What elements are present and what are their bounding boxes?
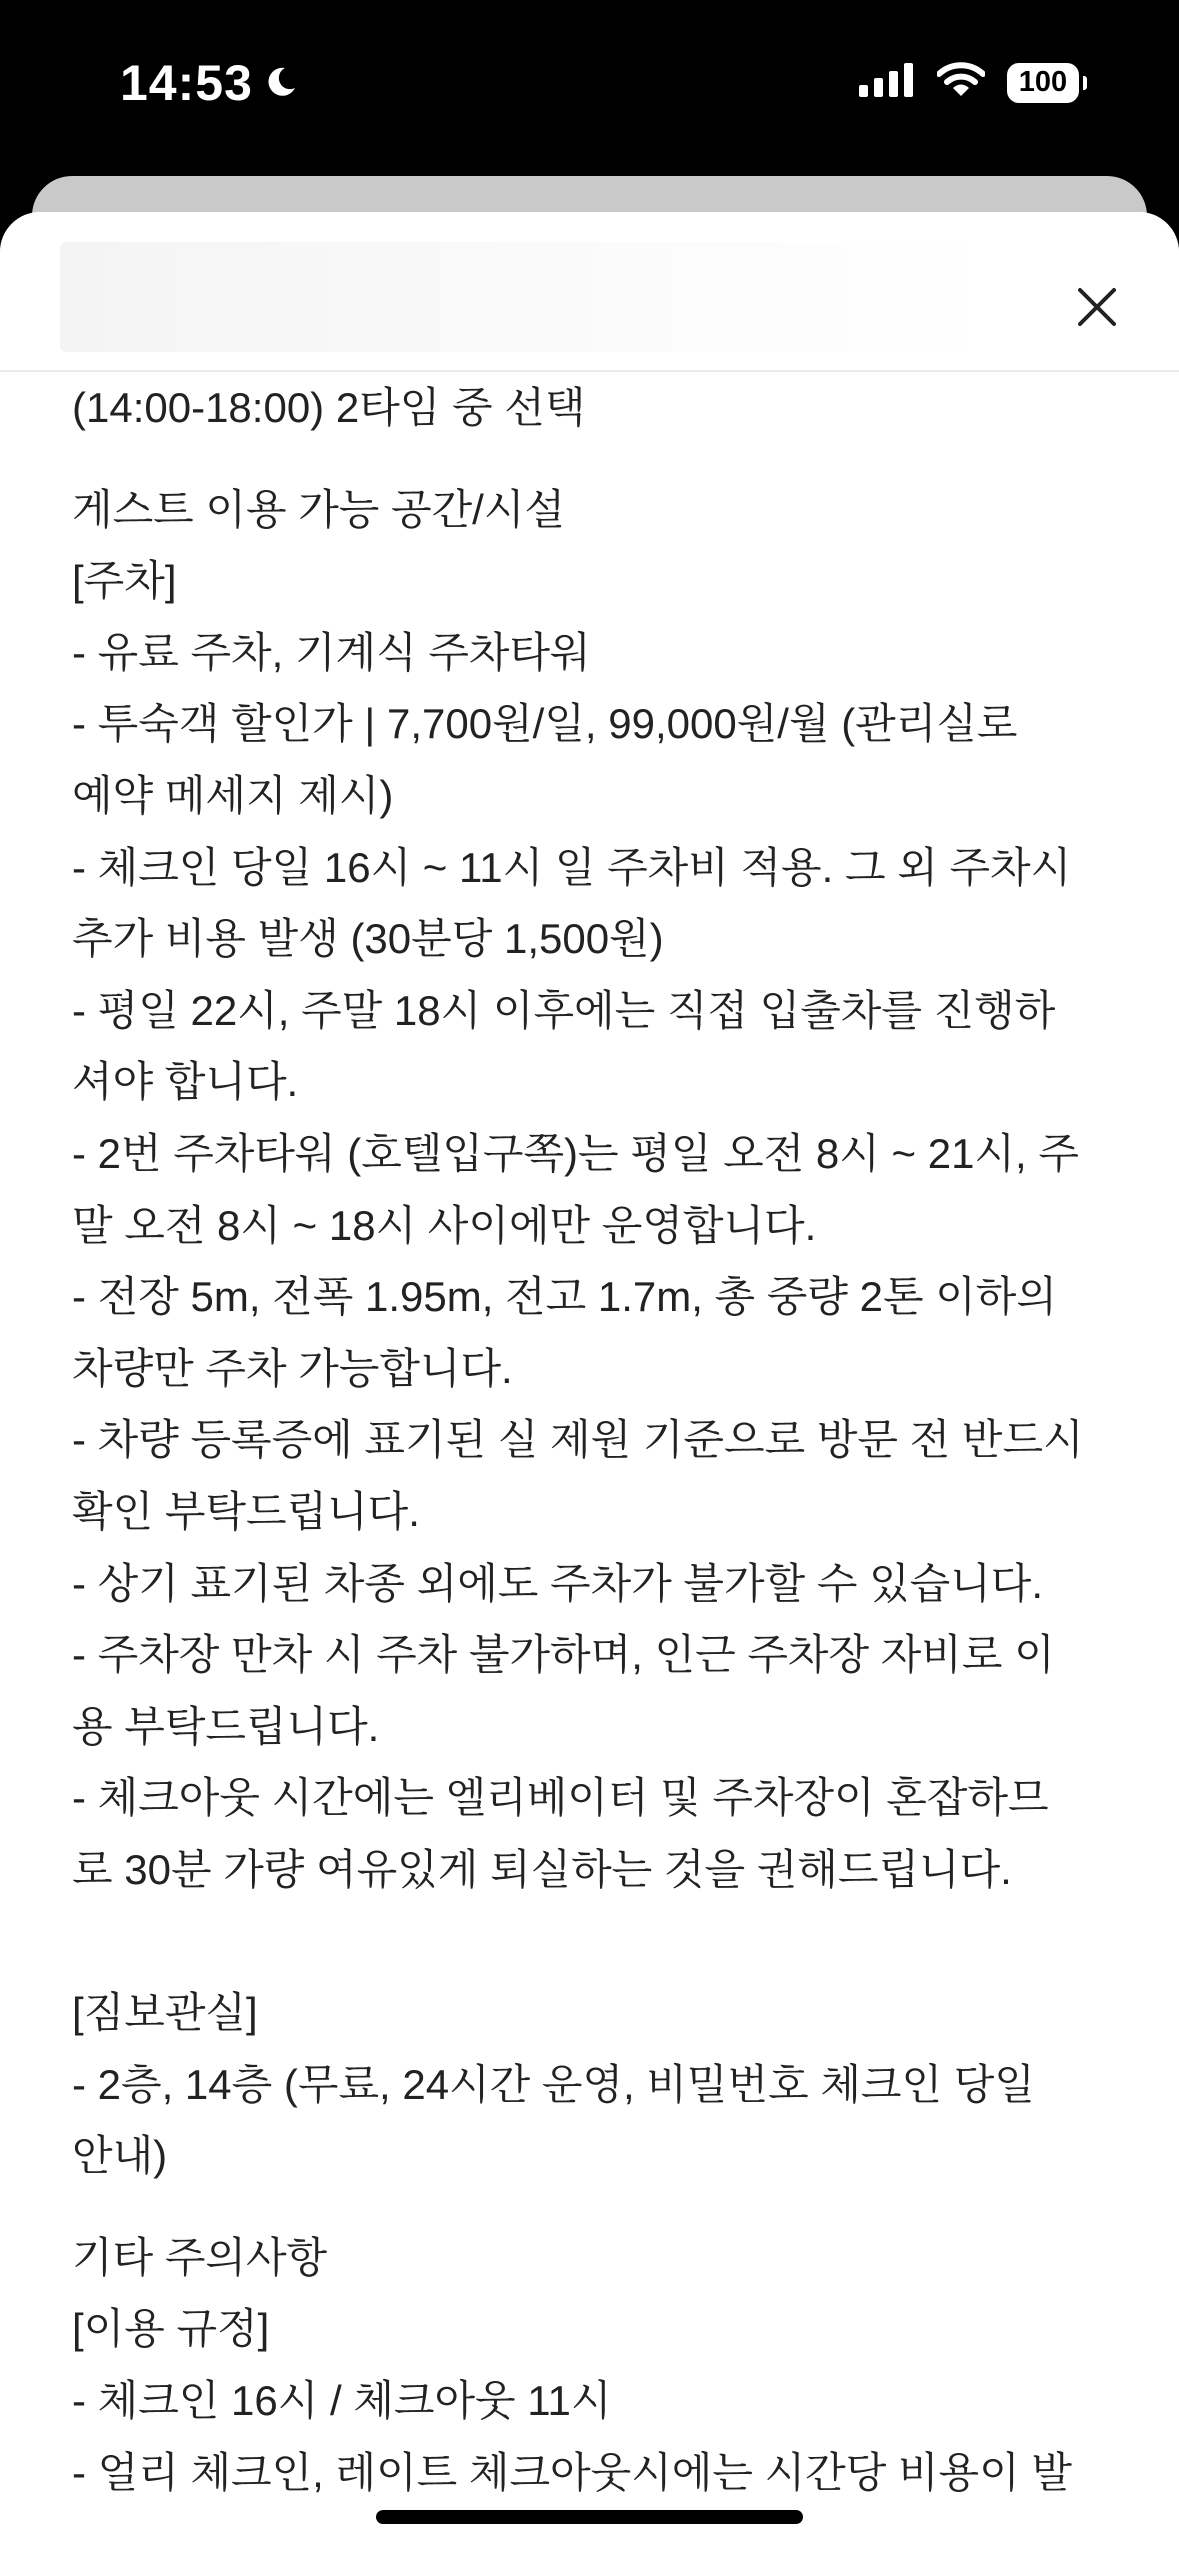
text-line: - 차량 등록증에 표기된 실 제원 기준으로 방문 전 반드시 <box>72 1416 1084 1464</box>
text-line: - 평일 22시, 주말 18시 이후에는 직접 입출차를 진행하 <box>72 986 1056 1034</box>
status-time: 14:53 <box>120 55 253 111</box>
subsection-title-luggage-room: [짐보관실] <box>72 1989 258 2037</box>
text-line: - 체크인 당일 16시 ~ 11시 일 주차비 적용. 그 외 주차시 <box>72 843 1072 891</box>
text-line: 확인 부탁드립니다. <box>72 1487 420 1535</box>
text-line: - 2번 주차타워 (호텔입구쪽)는 평일 오전 8시 ~ 21시, 주 <box>72 1129 1079 1177</box>
wifi-icon <box>937 62 985 103</box>
text-line: 말 오전 8시 ~ 18시 사이에만 운영합니다. <box>72 1201 817 1249</box>
subsection-title-parking: [주차] <box>72 557 177 605</box>
text-line: - 전장 5m, 전폭 1.95m, 전고 1.7m, 총 중량 2톤 이하의 <box>72 1273 1057 1321</box>
status-time-group <box>120 54 299 112</box>
policy-content <box>72 372 1122 2508</box>
close-button[interactable] <box>1055 266 1139 350</box>
detail-sheet <box>0 212 1179 2556</box>
cellular-signal-icon <box>859 63 915 102</box>
text-line: 예약 메세지 제시) <box>72 771 394 819</box>
text-line: 셔야 합니다. <box>72 1058 299 1106</box>
text-line: - 유료 주차, 기계식 주차타워 <box>72 628 591 676</box>
text-line: - 2층, 14층 (무료, 24시간 운영, 비밀번호 체크인 당일 <box>72 2060 1035 2108</box>
text-line: 차량만 주차 가능합니다. <box>72 1344 513 1392</box>
text-line: - 주차장 만차 시 주차 불가하며, 인근 주차장 자비로 이 <box>72 1631 1055 1679</box>
moon-icon <box>263 54 299 112</box>
close-icon <box>1076 286 1118 331</box>
text-line: 추가 비용 발생 (30분당 1,500원) <box>72 915 664 963</box>
text-line: 로 30분 가량 여유있게 퇴실하는 것을 권해드립니다. <box>72 1845 1012 1893</box>
home-indicator[interactable] <box>376 2510 803 2524</box>
battery-level: 100 <box>1018 66 1068 98</box>
text-line: - 투숙객 할인가 | 7,700원/일, 99,000원/월 (관리실로 <box>72 700 1018 748</box>
text-line: 용 부탁드립니다. <box>72 1702 380 1750</box>
header-blurred-title <box>60 242 1000 352</box>
sheet-header <box>0 212 1179 372</box>
section-title-guest-facilities: 게스트 이용 가능 공간/시설 <box>72 485 565 533</box>
text-line: - 체크아웃 시간에는 엘리베이터 및 주차장이 혼잡하므 <box>72 1774 1049 1822</box>
battery-icon <box>1007 63 1079 103</box>
section-title-other-notes: 기타 주의사항 <box>72 2233 328 2281</box>
text-line: - 상기 표기된 차종 외에도 주차가 불가할 수 있습니다. <box>72 1559 1044 1607</box>
status-indicators <box>859 62 1079 103</box>
text-line: (14:00-18:00) 2타임 중 선택 <box>72 384 586 431</box>
subsection-title-usage-rules: [이용 규정] <box>72 2305 270 2353</box>
status-bar <box>0 0 1179 175</box>
text-line: - 얼리 체크인, 레이트 체크아웃시에는 시간당 비용이 발 <box>72 2448 1072 2496</box>
text-line: 안내) <box>72 2132 168 2180</box>
text-line: - 체크인 16시 / 체크아웃 11시 <box>72 2377 612 2425</box>
